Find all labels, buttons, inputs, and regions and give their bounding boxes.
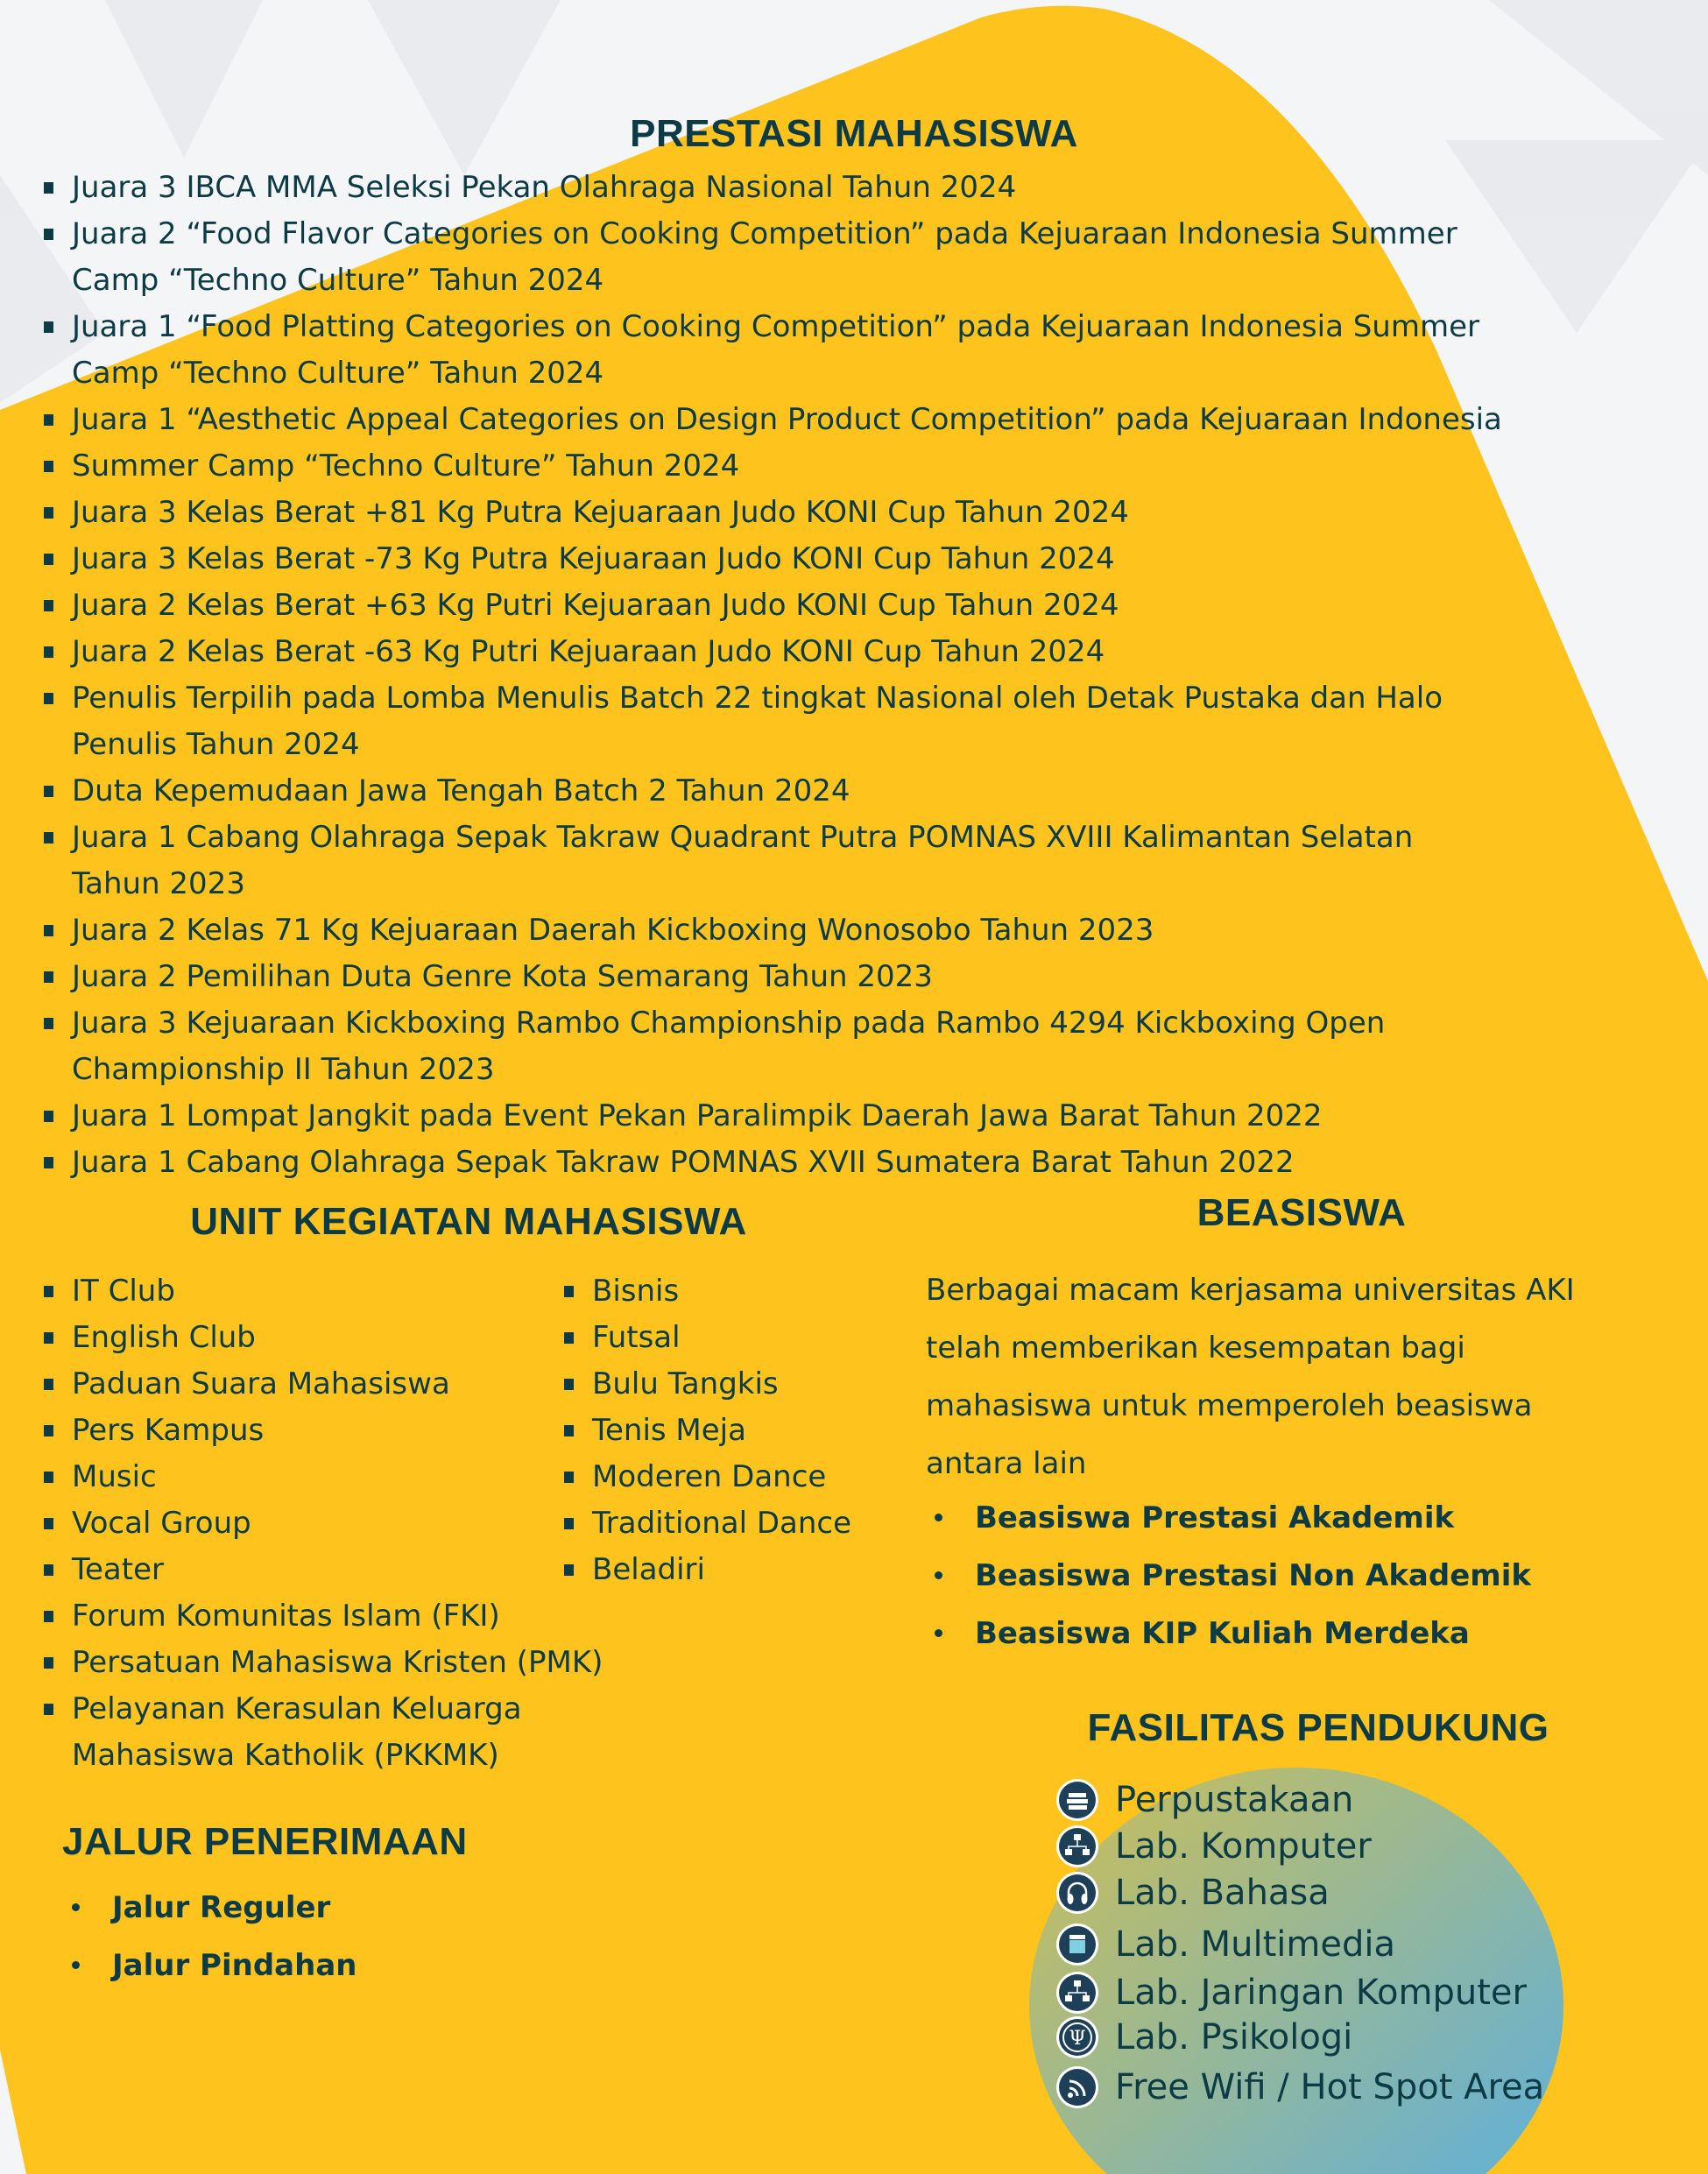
bullet-icon [44,1286,53,1297]
list-item-text: Summer Camp “Techno Culture” Tahun 2024 [72,448,740,484]
list-item-text: Juara 1 “Aesthetic Appeal Categories on Design Product Competition” pada Kejuaraan Indonesia [72,402,1502,437]
list-item [112,1937,356,1994]
list-item [592,1408,851,1454]
list-item-text: Beasiswa Prestasi Akademik [975,1500,1455,1535]
facility-label: Lab. Bahasa [1115,1873,1330,1913]
list-item [592,1315,851,1361]
bullet-icon [935,1514,942,1521]
jalur-list [112,1879,356,1994]
facility-label: Lab. Multimedia [1115,1924,1395,1965]
wifi-icon [1055,2065,1099,2109]
list-item-text: Juara 3 Kelas Berat -73 Kg Putra Kejuaraan Judo KONI Cup Tahun 2024 [72,541,1115,576]
list-item-text: Mahasiswa Katholik (PKKMK) [72,1738,499,1773]
bullet-icon [935,1629,942,1637]
list-item-text: Juara 1 Cabang Olahraga Sepak Takraw POMNAS XVII Sumatera Barat Tahun 2022 [72,1145,1295,1180]
bullet-icon [44,414,53,426]
psi-icon [1055,2015,1099,2059]
list-item-text: Jalur Reguler [112,1890,331,1925]
bullet-icon [44,786,53,797]
list-item [72,211,1502,304]
bullet-icon [564,1518,574,1529]
list-item-text: Camp “Techno Culture” Tahun 2024 [72,356,604,391]
bullet-icon [44,1611,53,1622]
list-item-text: Juara 1 Cabang Olahraga Sepak Takraw Quadrant Putra POMNAS XVIII Kalimantan Selatan [72,820,1414,855]
bullet-icon [72,1961,80,1969]
bullet-icon [44,507,53,519]
list-item-text: Juara 3 Kejuaraan Kickboxing Rambo Championship pada Rambo 4294 Kickboxing Open [72,1006,1386,1041]
list-item [592,1500,851,1547]
list-item [72,536,1502,582]
facility-item [1055,1971,1527,2015]
list-item-text: Moderen Dance [592,1459,827,1494]
list-item [112,1879,356,1937]
bullet-icon [44,1564,53,1576]
fasilitas-title: FASILITAS PENDUKUNG [1087,1706,1549,1749]
ukm-list-col2 [592,1268,851,1593]
bullet-icon [564,1425,574,1436]
facility-label: Lab. Jaringan Komputer [1115,1973,1527,2013]
list-item [72,1500,603,1547]
list-item [72,629,1502,675]
bullet-icon [44,182,53,194]
bullet-icon [44,1518,53,1529]
list-item-text: Penulis Terpilih pada Lomba Menulis Batch 22 tingkat Nasional oleh Detak Pustaka dan Halo [72,681,1443,716]
list-item [72,1000,1502,1093]
list-item [72,490,1502,536]
list-item [72,304,1502,397]
list-item [975,1547,1531,1605]
bullet-icon [44,693,53,704]
list-item [72,1454,603,1500]
list-item [72,582,1502,629]
list-item-text: IT Club [72,1274,175,1309]
list-item-text: Tahun 2023 [72,866,245,901]
prestasi-list [72,165,1502,1186]
bullet-icon [564,1379,574,1390]
list-item [72,397,1502,443]
bullet-icon [72,1903,80,1911]
list-item-text: Bisnis [592,1274,680,1309]
list-item [72,954,1502,1000]
bullet-icon [44,1018,53,1029]
bullet-icon [44,832,53,843]
paragraph-line: antara lain [926,1446,1087,1481]
bullet-icon [564,1564,574,1576]
list-item [592,1268,851,1315]
list-item-text: Pelayanan Kerasulan Keluarga [72,1691,522,1726]
list-item-text: Juara 2 Kelas Berat -63 Kg Putri Kejuaraan Judo KONI Cup Tahun 2024 [72,634,1105,669]
bullet-icon [44,971,53,983]
list-item-text: English Club [72,1320,256,1355]
list-item-text: Vocal Group [72,1506,251,1541]
facility-item [1055,1871,1330,1915]
list-item [72,1593,603,1640]
bullet-icon [44,1332,53,1344]
bullet-icon [44,1704,53,1715]
list-item-text: Juara 2 Kelas 71 Kg Kejuaraan Daerah Kickboxing Wonosobo Tahun 2023 [72,913,1154,948]
list-item [975,1605,1531,1662]
facility-label: Perpustakaan [1115,1780,1354,1820]
bullet-icon [564,1286,574,1297]
paragraph-line: mahasiswa untuk memperoleh beasiswa [926,1388,1533,1423]
jalur-title: JALUR PENERIMAAN [62,1820,468,1863]
list-item-text: Futsal [592,1320,681,1355]
list-item [72,1408,603,1454]
bullet-icon [44,1425,53,1436]
list-item-text: Forum Komunitas Islam (FKI) [72,1599,500,1634]
list-item [72,675,1502,768]
bullet-icon [44,1157,53,1168]
headphones-icon [1055,1871,1099,1915]
list-item [592,1361,851,1408]
list-item [72,1547,603,1593]
list-item-text: Persatuan Mahasiswa Kristen (PMK) [72,1645,603,1680]
bullet-icon [935,1571,942,1579]
list-item-text: Music [72,1459,157,1494]
facility-item [1055,1825,1372,1868]
list-item-text: Juara 2 “Food Flavor Categories on Cooking Competition” pada Kejuaraan Indonesia Summer [72,216,1457,251]
bullet-icon [44,600,53,611]
list-item [72,907,1502,954]
computer-network-icon [1055,1825,1099,1868]
list-item-text: Pers Kampus [72,1413,265,1448]
facility-label: Lab. Komputer [1115,1826,1372,1867]
bullet-icon [564,1332,574,1344]
list-item [592,1454,851,1500]
list-item-text: Tenis Meja [592,1413,746,1448]
list-item-text: Championship II Tahun 2023 [72,1052,495,1087]
list-item [592,1547,851,1593]
facility-item [1055,1778,1353,1822]
list-item [72,165,1502,211]
list-item-text: Beasiswa KIP Kuliah Merdeka [975,1616,1470,1651]
list-item [72,443,1502,490]
books-icon [1055,1778,1099,1822]
facility-item [1055,2015,1352,2059]
facility-item [1055,1923,1395,1966]
list-item-text: Paduan Suara Mahasiswa [72,1366,450,1401]
facility-label: Lab. Psikologi [1115,2017,1353,2058]
list-item [72,1315,603,1361]
bullet-icon [44,925,53,936]
bullet-icon [44,1379,53,1390]
list-item-text: Bulu Tangkis [592,1366,779,1401]
bullet-icon [44,461,53,472]
list-item-text: Juara 2 Kelas Berat +63 Kg Putri Kejuaraan Judo KONI Cup Tahun 2024 [72,588,1119,623]
bullet-icon [44,554,53,565]
list-item-text: Juara 3 IBCA MMA Seleksi Pekan Olahraga Nasional Tahun 2024 [72,170,1017,205]
facility-item [1055,2065,1544,2109]
bullet-icon [44,646,53,658]
computer-network-icon [1055,1971,1099,2015]
ukm-list-col1 [72,1268,603,1779]
facility-label: Free Wifi / Hot Spot Area [1115,2067,1545,2107]
list-item-text: Beladiri [592,1552,705,1587]
list-item-text: Juara 2 Pemilihan Duta Genre Kota Semarang Tahun 2023 [72,959,933,994]
list-item [975,1489,1531,1547]
clapperboard-icon [1055,1923,1099,1966]
bullet-icon [44,229,53,240]
beasiswa-title: BEASISWA [1196,1191,1407,1234]
list-item-text: Juara 3 Kelas Berat +81 Kg Putra Kejuaraan Judo KONI Cup Tahun 2024 [72,495,1129,530]
list-item-text: Jalur Pindahan [112,1948,357,1983]
list-item [72,1686,603,1779]
bullet-icon [44,1111,53,1122]
list-item-text: Beasiswa Prestasi Non Akademik [975,1558,1531,1593]
list-item [72,1093,1502,1140]
list-item-text: Duta Kepemudaan Jawa Tengah Batch 2 Tahun 2024 [72,773,850,808]
list-item [72,815,1502,907]
bullet-icon [44,321,53,333]
list-item [72,1268,603,1315]
bullet-icon [44,1472,53,1483]
ukm-title: UNIT KEGIATAN MAHASISWA [190,1200,747,1243]
beasiswa-paragraph [926,1261,1575,1493]
list-item-text: Teater [72,1552,164,1587]
prestasi-title: PRESTASI MAHASISWA [630,112,1078,155]
list-item-text: Traditional Dance [592,1506,852,1541]
list-item-text: Penulis Tahun 2024 [72,727,360,762]
paragraph-line: telah memberikan kesempatan bagi [926,1331,1465,1366]
list-item [72,1640,603,1686]
list-item [72,1140,1502,1186]
paragraph-line: Berbagai macam kerjasama universitas AKI [926,1273,1575,1308]
list-item [72,1361,603,1408]
beasiswa-list [975,1489,1531,1662]
list-item-text: Juara 1 “Food Platting Categories on Cooking Competition” pada Kejuaraan Indonesia Summer [72,309,1479,344]
bullet-icon [44,1657,53,1669]
svg-text:Ψ: Ψ [1069,2028,1086,2050]
bullet-icon [564,1472,574,1483]
list-item-text: Camp “Techno Culture” Tahun 2024 [72,263,604,298]
list-item-text: Juara 1 Lompat Jangkit pada Event Pekan Paralimpik Daerah Jawa Barat Tahun 2022 [72,1098,1323,1133]
list-item [72,768,1502,815]
